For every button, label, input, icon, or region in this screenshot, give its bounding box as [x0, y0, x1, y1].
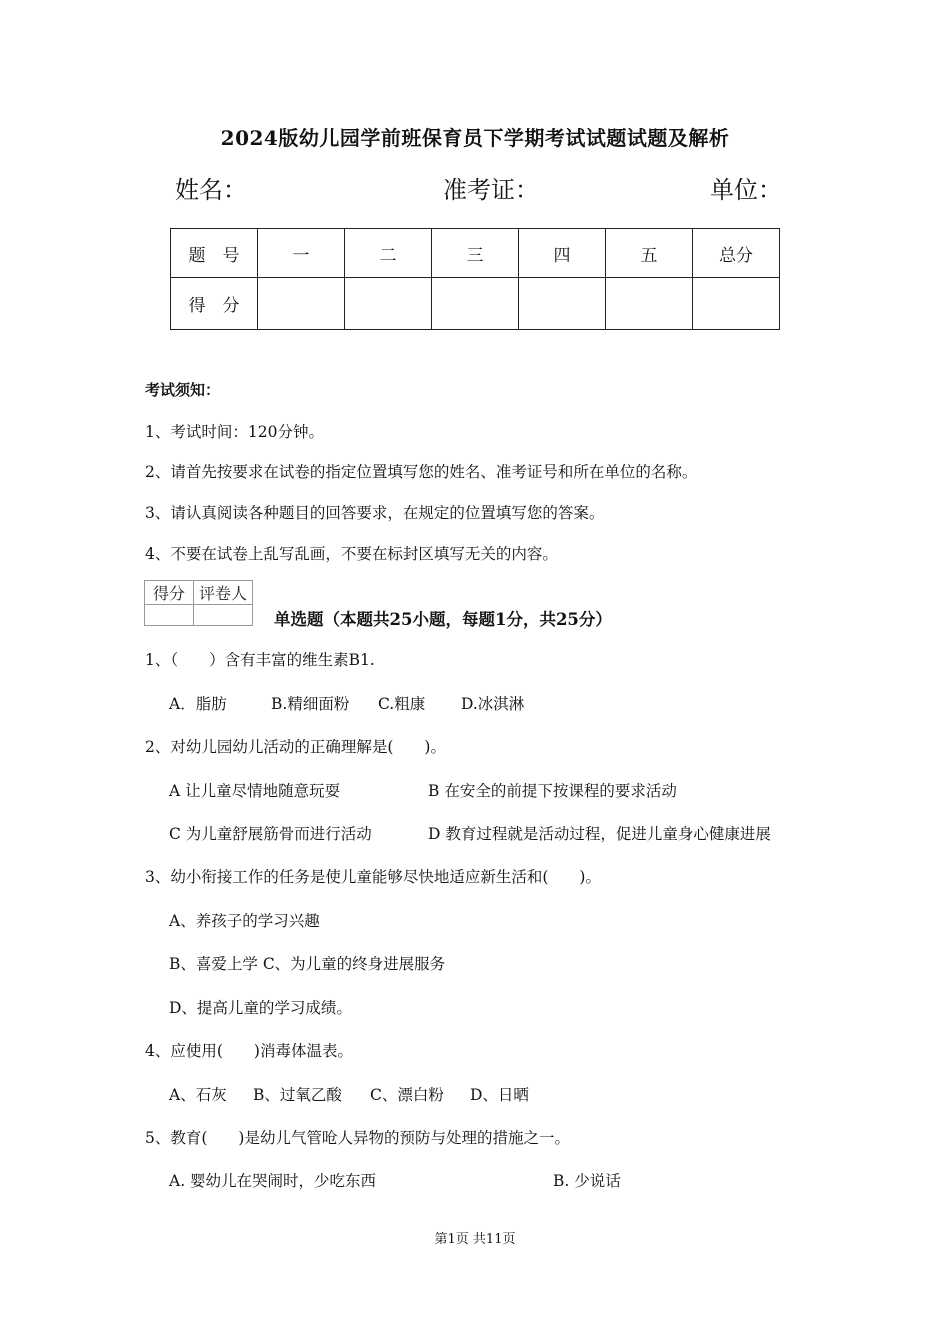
option-d: D.冰淇淋: [461, 695, 525, 713]
option-a: A、养孩子的学习兴趣: [169, 912, 320, 930]
option-c: C.粗康: [378, 695, 426, 713]
unit-label: 单位：: [710, 176, 782, 204]
score-table-header-row: [171, 229, 780, 278]
option-c: C 为儿童舒展筋骨而进行活动: [169, 825, 372, 843]
score-row-label: 得 分: [171, 278, 258, 330]
option-b: B. 少说话: [553, 1172, 621, 1190]
option-d: D 教育过程就是活动过程，促进儿童身心健康进展: [428, 825, 771, 843]
exam-number-label: 准考证：: [443, 176, 539, 204]
score-header-cell: 一: [258, 229, 345, 278]
grader-score-label: 得分: [145, 581, 194, 605]
score-table: [170, 228, 780, 330]
score-header-cell: 四: [519, 229, 606, 278]
question-stem: 5、教育( )是幼儿气管呛人异物的预防与处理的措施之一。: [145, 1129, 570, 1147]
score-cell[interactable]: [432, 278, 519, 330]
option-a: A. 婴幼儿在哭闹时，少吃东西: [169, 1172, 377, 1190]
notice-item: 1、考试时间：120分钟。: [145, 423, 324, 441]
option-d: D、提高儿童的学习成绩。: [169, 999, 352, 1017]
option-a: A．脂肪: [169, 695, 227, 713]
notice-item: 4、不要在试卷上乱写乱画，不要在标封区填写无关的内容。: [145, 545, 558, 563]
notice-item: 3、请认真阅读各种题目的回答要求，在规定的位置填写您的答案。: [145, 504, 605, 522]
option-a: A 让儿童尽情地随意玩耍: [169, 782, 341, 800]
score-cell[interactable]: [345, 278, 432, 330]
option-c: C、漂白粉: [370, 1086, 444, 1104]
page-title: 2024版幼儿园学前班保育员下学期考试试题试题及解析: [220, 126, 730, 150]
score-header-cell: 二: [345, 229, 432, 278]
option-b: B.精细面粉: [271, 695, 350, 713]
section-title: 单选题（本题共25小题，每题1分，共25分）: [274, 610, 612, 629]
grader-reviewer-cell[interactable]: [194, 605, 253, 626]
option-d: D、日晒: [470, 1086, 529, 1104]
score-table-score-row: [171, 278, 780, 330]
page-footer: 第1页 共11页: [434, 1232, 516, 1247]
question-stem: 3、幼小衔接工作的任务是使儿童能够尽快地适应新生活和( )。: [145, 868, 601, 886]
option-b: B、过氧乙酸: [253, 1086, 342, 1104]
question-stem: 2、对幼儿园幼儿活动的正确理解是( )。: [145, 738, 446, 756]
score-cell[interactable]: [519, 278, 606, 330]
score-header-cell: 总分: [693, 229, 780, 278]
score-cell[interactable]: [606, 278, 693, 330]
score-header-cell: 题 号: [171, 229, 258, 278]
grader-score-cell[interactable]: [145, 605, 194, 626]
notice-item: 2、请首先按要求在试卷的指定位置填写您的姓名、准考证号和所在单位的名称。: [145, 463, 698, 481]
grader-box: [144, 580, 253, 626]
name-label: 姓名：: [175, 176, 247, 204]
option-a: A、石灰: [169, 1086, 227, 1104]
question-stem: 1、（ ）含有丰富的维生素B1.: [145, 651, 375, 669]
score-cell[interactable]: [258, 278, 345, 330]
option-b: B 在安全的前提下按课程的要求活动: [428, 782, 677, 800]
score-header-cell: 三: [432, 229, 519, 278]
option-bc: B、喜爱上学 C、为儿童的终身进展服务: [169, 955, 446, 973]
score-header-cell: 五: [606, 229, 693, 278]
score-cell[interactable]: [693, 278, 780, 330]
notice-heading: 考试须知：: [145, 381, 221, 399]
question-stem: 4、应使用( )消毒体温表。: [145, 1042, 353, 1060]
grader-reviewer-label: 评卷人: [194, 581, 253, 605]
